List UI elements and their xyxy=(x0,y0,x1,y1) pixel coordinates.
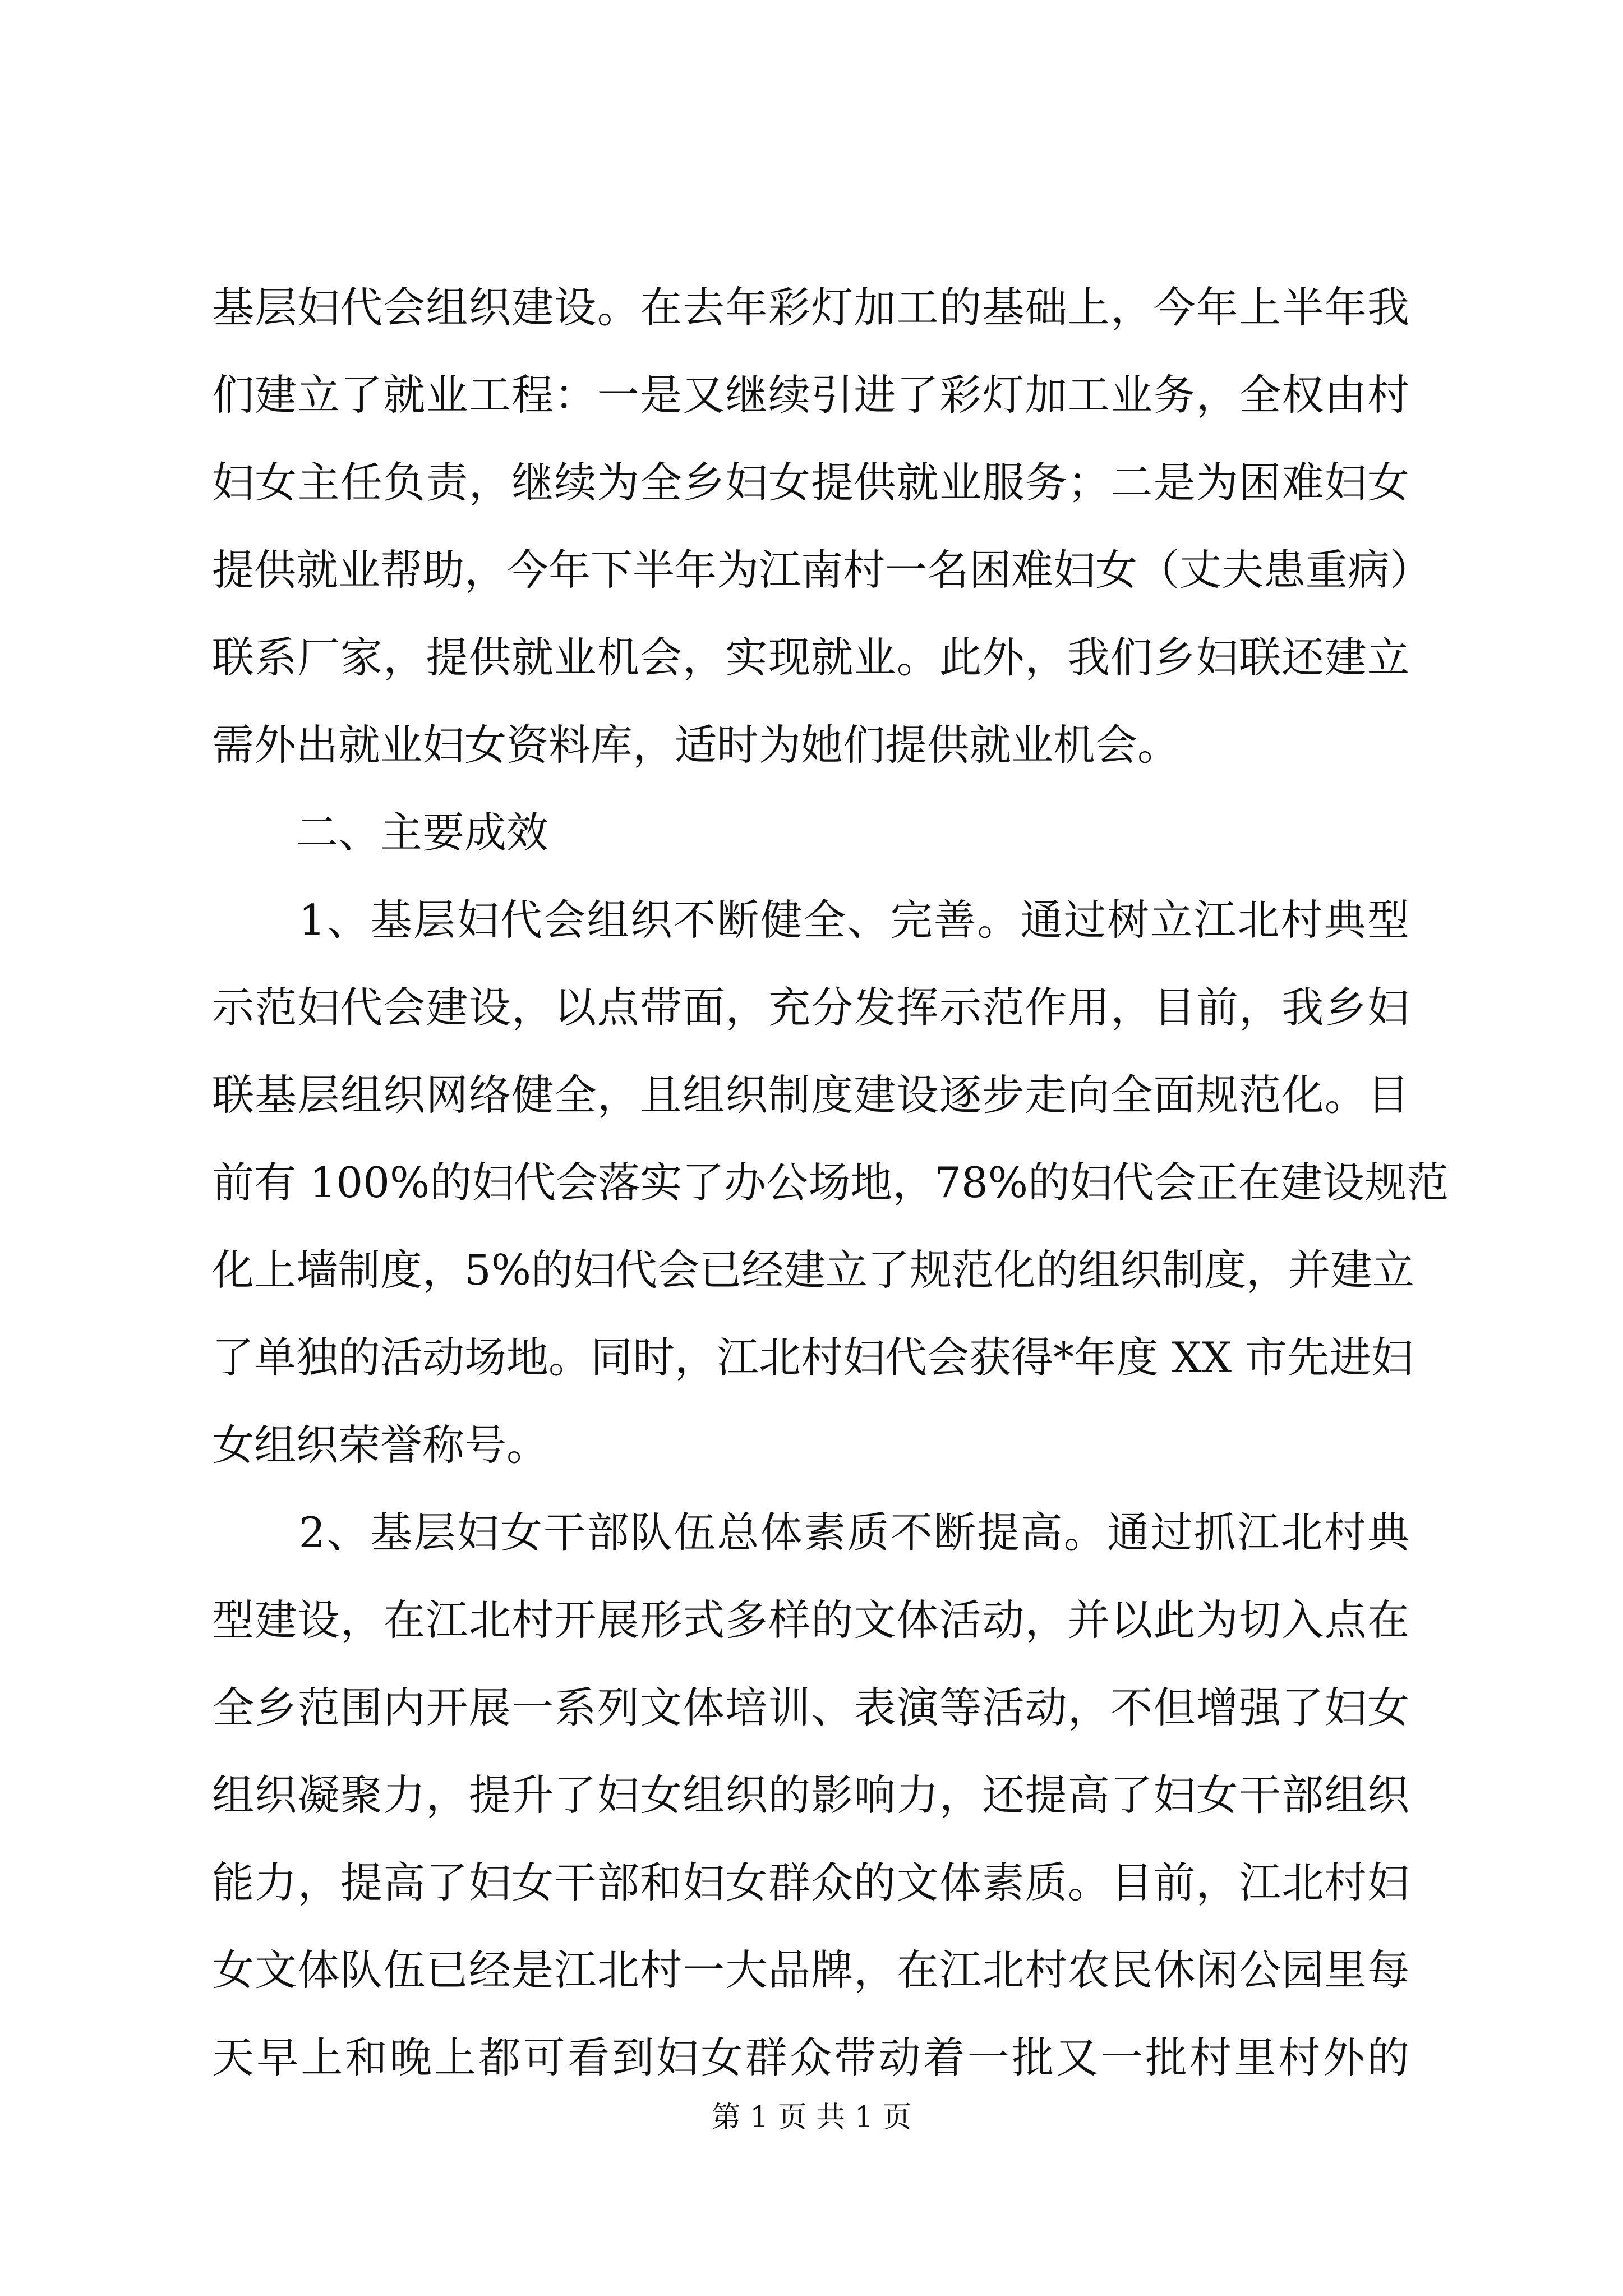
text-line: 了单独的活动场地。同时，江北村妇代会获得*年度 XX 市先进妇 xyxy=(212,1333,1413,1382)
text-line: 联系厂家，提供就业机会，实现就业。此外，我们乡妇联还建立 xyxy=(212,633,1409,682)
text-line: 联基层组织网络健全，且组织制度建设逐步走向全面规范化。目 xyxy=(212,1070,1409,1120)
text-line: 能力，提高了妇女干部和妇女群众的文体素质。目前，江北村妇 xyxy=(212,1858,1409,1907)
text-line: 们建立了就业工程：一是又继续引进了彩灯加工业务，全权由村 xyxy=(212,370,1409,420)
text-line: 化上墙制度，5%的妇代会已经建立了规范化的组织制度，并建立 xyxy=(212,1245,1414,1295)
page-footer: 第 1 页 共 1 页 xyxy=(711,2101,912,2134)
text-line: 女文体队伍已经是江北村一大品牌，在江北村农民休闲公园里每 xyxy=(212,1945,1409,1995)
text-line: 组织凝聚力，提升了妇女组织的影响力，还提高了妇女干部组织 xyxy=(212,1770,1409,1820)
text-line: 女组织荣誉称号。 xyxy=(212,1420,549,1470)
text-line: 型建设，在江北村开展形式多样的文体活动，并以此为切入点在 xyxy=(212,1595,1409,1645)
text-line: 1、基层妇代会组织不断健全、完善。通过树立江北村典型 xyxy=(212,895,1409,945)
text-line: 需外出就业妇女资料库，适时为她们提供就业机会。 xyxy=(212,720,1180,770)
text-line: 提供就业帮助，今年下半年为江南村一名困难妇女（丈夫患重病） xyxy=(212,545,1432,595)
text-line: 基层妇代会组织建设。在去年彩灯加工的基础上，今年上半年我 xyxy=(212,283,1409,332)
section-heading: 二、主要成效 xyxy=(212,808,549,857)
text-line: 天早上和晚上都可看到妇女群众带动着一批又一批村里村外的 xyxy=(212,2033,1409,2082)
text-line: 妇女主任负责，继续为全乡妇女提供就业服务；二是为困难妇女 xyxy=(212,458,1409,507)
text-line: 全乡范围内开展一系列文体培训、表演等活动，不但增强了妇女 xyxy=(212,1683,1409,1732)
text-line: 2、基层妇女干部队伍总体素质不断提高。通过抓江北村典 xyxy=(212,1508,1409,1557)
body-text xyxy=(212,264,1449,2101)
text-line: 前有 100%的妇代会落实了办公场地，78%的妇代会正在建设规范 xyxy=(212,1158,1449,1207)
text-line: 示范妇代会建设，以点带面，充分发挥示范作用，目前，我乡妇 xyxy=(212,983,1409,1032)
